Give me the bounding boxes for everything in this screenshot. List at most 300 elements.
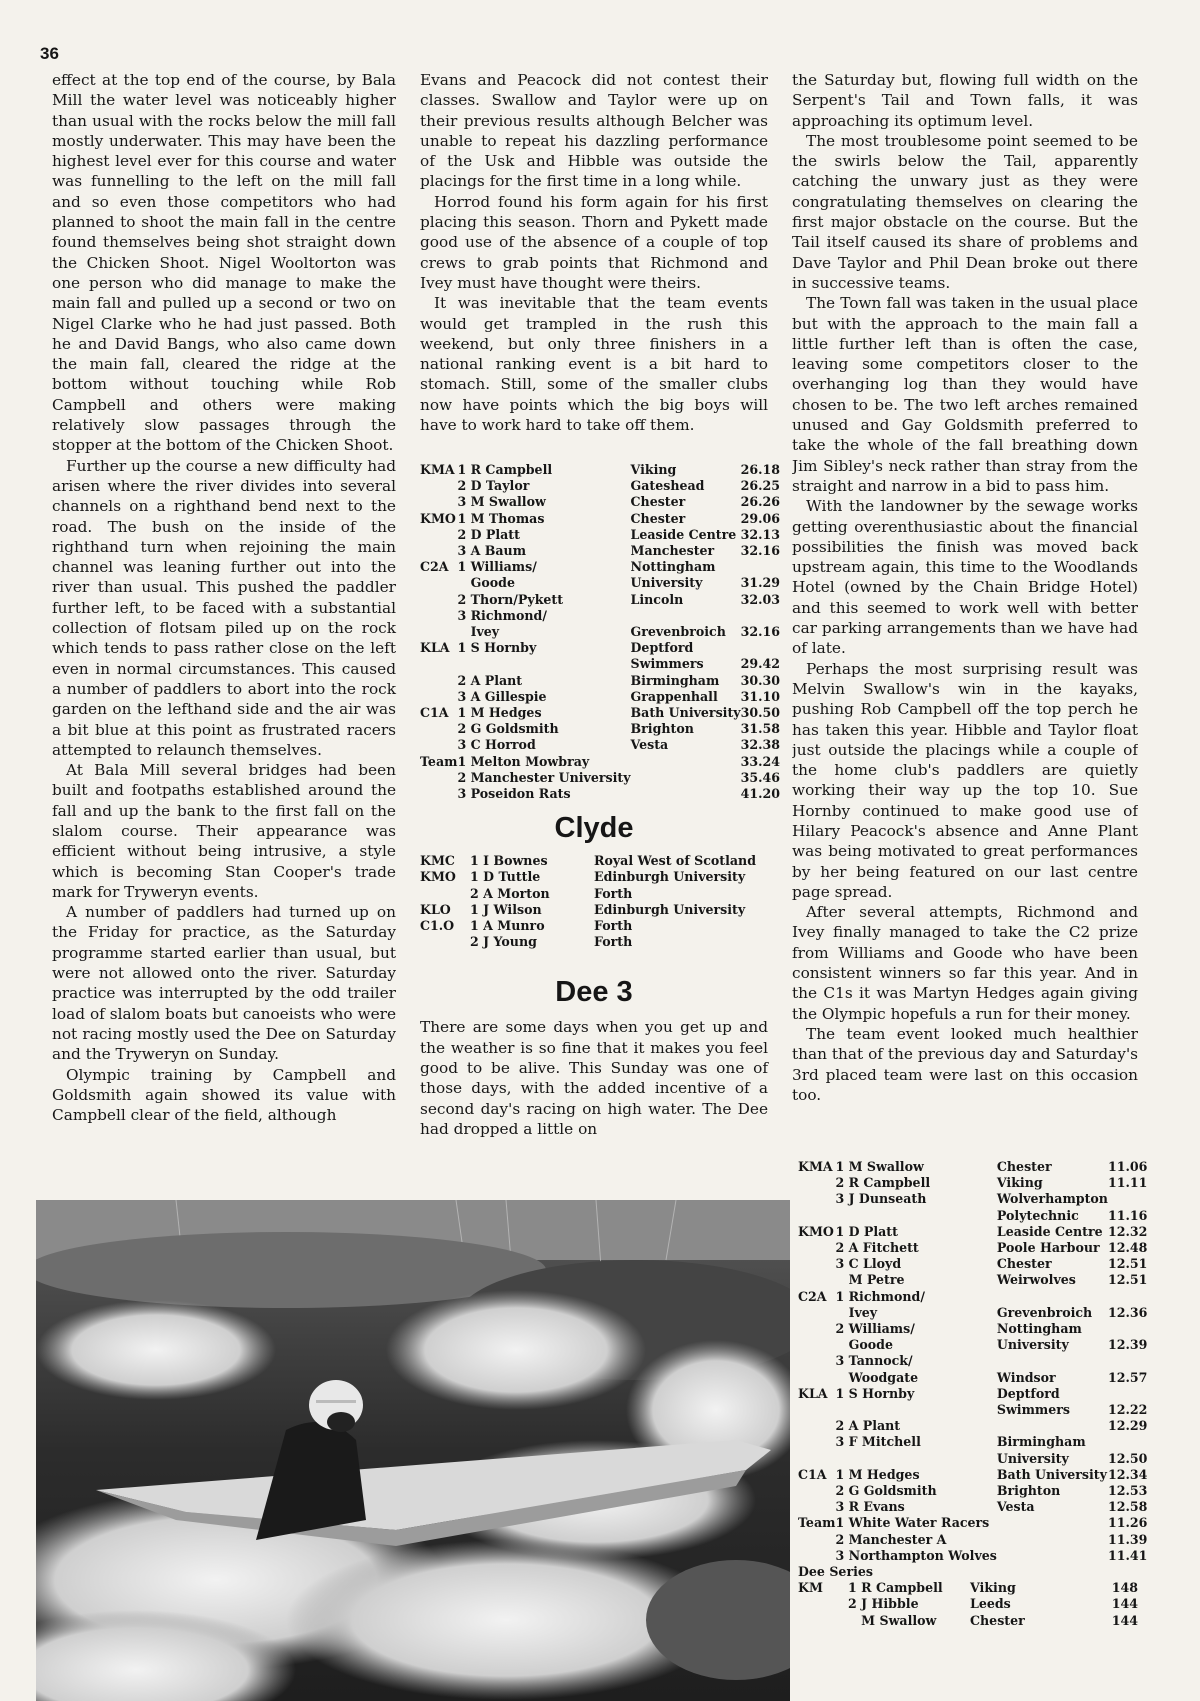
event-class (420, 494, 457, 510)
result-row (798, 1305, 1147, 1321)
event-class (420, 575, 457, 591)
club: University (630, 575, 703, 591)
event-class (798, 1240, 835, 1256)
result-row (798, 1208, 1147, 1224)
competitor: 3 A Baum (457, 543, 527, 559)
result-row (420, 737, 780, 753)
time: 32.16 (740, 624, 781, 640)
competitor: 2 A Plant (835, 1418, 901, 1434)
competitor: 1 M Hedges (457, 705, 542, 721)
col3-paragraph: The team event looked much healthier than that of the previous day and Saturday's 3rd placed team were last on this occasion too. (792, 1024, 1138, 1104)
competitor: 1 Richmond/ (835, 1288, 925, 1304)
event-class: KMA (798, 1159, 833, 1174)
event-class (420, 721, 457, 737)
club: Chester (996, 1256, 1052, 1272)
bala-results-table (420, 462, 780, 802)
time (741, 559, 780, 575)
time: 26.26 (740, 494, 781, 510)
col1-paragraph: Further up the course a new difficulty had arisen where the river divides into several channels on a righthand bend next to the road. The bush on the inside of the righthand turn when rejoining the main channel was leaning further out into the river than usual. This pushed the paddler further left, to be faced with a substantial collection of flotsam piled up on the rock which tends to pass rather close on the left even in normal circumstances. This caused a number of paddlers to abort into the rock garden on the lefthand side and the air was a bit blue at this point as frustrated racers attempted to relaunch themselves. (52, 456, 396, 759)
result-row (420, 918, 768, 934)
club: Edinburgh University (594, 901, 746, 917)
result-row (798, 1289, 1147, 1305)
dee3-results-table (798, 1159, 1147, 1564)
competitor: 3 C Horrod (457, 737, 536, 753)
club (631, 754, 741, 770)
club: Royal West of Scotland (594, 853, 757, 869)
event-class (420, 689, 457, 705)
event-class (420, 624, 457, 640)
competitor: 3 F Mitchell (835, 1434, 921, 1450)
competitor (835, 1208, 996, 1224)
club: Viking (630, 462, 677, 477)
club: University (996, 1337, 1069, 1353)
result-row (798, 1418, 1147, 1434)
event-class (798, 1613, 848, 1629)
col2-paragraph: It was inevitable that the team events would get trampled in the rush this weekend, but only three finishers in a national ranking event is a bit hard to stomach. Still, some of the smaller clubs now have points which the big boys will have to work hard to take off them. (420, 294, 768, 435)
event-class: KLA (798, 1385, 828, 1401)
result-row (420, 705, 780, 721)
competitor: 3 Tannock/ (835, 1353, 913, 1369)
competitor: 1 A Munro (470, 918, 545, 934)
competitor: 1 D Platt (835, 1223, 898, 1239)
event-class: C1A (798, 1466, 827, 1482)
club: Grevenbroich (996, 1304, 1093, 1320)
competitor (835, 1402, 996, 1418)
club: Bath University (630, 705, 741, 721)
result-row (798, 1353, 1147, 1369)
dee3-results (798, 1155, 1148, 1629)
competitor: 1 R Campbell (848, 1580, 943, 1596)
time: 12.57 (1107, 1369, 1148, 1385)
competitor: 1 White Water Racers (835, 1515, 990, 1531)
result-row (420, 853, 768, 869)
event-class (798, 1532, 835, 1548)
time (1108, 1191, 1147, 1207)
time (1108, 1321, 1147, 1337)
time: 11.11 (1107, 1175, 1148, 1191)
event-class (798, 1321, 835, 1337)
result-row (798, 1321, 1147, 1337)
club: Brighton (630, 721, 694, 737)
time: 12.22 (1107, 1402, 1148, 1418)
club (997, 1289, 1108, 1305)
time: 12.53 (1107, 1483, 1148, 1499)
time: 11.41 (1107, 1547, 1148, 1563)
col1-paragraph: At Bala Mill several bridges had been built and footpaths established around the fall and up the bank to the first fall on the slalom course. Their appearance was efficient without being intrusive, a style which is becoming Stan Cooper's trade mark for Tryweryn events. (52, 761, 396, 901)
time: 31.58 (740, 721, 781, 737)
time (741, 608, 780, 624)
result-row (798, 1159, 1147, 1175)
time: 41.20 (740, 786, 781, 802)
time (1108, 1386, 1147, 1402)
event-class (798, 1272, 835, 1288)
club: Grevenbroich (630, 624, 726, 640)
time: 26.18 (740, 462, 781, 477)
event-class (798, 1208, 835, 1224)
competitor: 3 C Lloyd (835, 1256, 902, 1272)
result-row (420, 786, 780, 802)
time: 29.06 (740, 510, 781, 526)
club (997, 1532, 1108, 1548)
event-class (420, 592, 457, 608)
competitor: 2 R Campbell (835, 1175, 931, 1191)
competitor: 1 M Thomas (457, 510, 545, 526)
event-class (798, 1370, 835, 1386)
club: Birmingham (996, 1434, 1086, 1450)
competitor: Goode (835, 1337, 893, 1353)
club: Brighton (996, 1483, 1061, 1499)
competitor: 2 A Fitchett (835, 1240, 919, 1256)
club: Swimmers (630, 656, 704, 672)
dee3-heading: Dee 3 (555, 976, 633, 1009)
club (997, 1515, 1108, 1531)
event-class (420, 608, 457, 624)
club: Birmingham (630, 672, 720, 688)
competitor: M Petre (835, 1272, 905, 1288)
club: Leeds (970, 1596, 1011, 1612)
club: Manchester (630, 543, 715, 559)
club: Swimmers (996, 1402, 1070, 1418)
competitor: 2 Manchester A (835, 1531, 947, 1547)
event-class (420, 478, 457, 494)
time: 32.13 (740, 526, 781, 542)
result-row (420, 902, 768, 918)
time: 32.16 (740, 543, 781, 559)
competitor: 3 Northampton Wolves (835, 1547, 997, 1563)
club: Edinburgh University (594, 869, 746, 885)
time (1108, 1434, 1147, 1450)
result-row (798, 1467, 1147, 1483)
col3-paragraph: Perhaps the most surprising result was Melvin Swallow's win in the kayaks, pushing Rob Campbell off the top perch he has taken this year. Hibble and Taylor float just outside the placings while a couple of the home club's paddlers are quietly working their way up the top 10. Sue Hornby continued to make good use of Hilary Peacock's absence and Anne Plant was being motivated to great performances by her being featured on our last centre page spread. (792, 659, 1138, 901)
competitor: Ivey (457, 624, 500, 640)
event-class (798, 1451, 835, 1467)
result-row (420, 511, 780, 527)
result-row (798, 1580, 1138, 1596)
event-class: C2A (420, 559, 449, 575)
event-class (798, 1596, 848, 1612)
article-column-2-text (420, 70, 768, 458)
clyde-results-table (420, 853, 768, 950)
competitor: 2 J Young (470, 934, 537, 950)
time: 32.03 (740, 591, 781, 607)
time: 12.50 (1107, 1450, 1148, 1466)
competitor: 1 Melton Mowbray (457, 753, 590, 769)
club (997, 1418, 1108, 1434)
time: 12.32 (1107, 1223, 1148, 1239)
result-row (798, 1402, 1147, 1418)
competitor: 1 R Campbell (457, 462, 553, 477)
result-row (420, 754, 780, 770)
result-row (420, 770, 780, 786)
time: 148 (1111, 1580, 1138, 1596)
col3-paragraph: The Town fall was taken in the usual place but with the approach to the main fall a little further left than is often the case, leaving some competitors closer to the overhanging log than they would have chosen to be. The two left arches remained unused and Gay Goldsmith preferred to take the whole of the fall breathing down Jim Sibley's neck rather than stray from the straight and narrow in a bid to pass him. (792, 294, 1138, 495)
event-class: KMO (420, 510, 456, 526)
event-class: Team (798, 1515, 836, 1531)
club: Vesta (630, 737, 669, 753)
article-column-3 (792, 70, 1138, 1144)
event-class (798, 1353, 835, 1369)
time: 26.25 (740, 478, 781, 494)
event-class: Team (420, 753, 458, 769)
result-row (420, 656, 780, 672)
club: Windsor (996, 1369, 1056, 1385)
club: Polytechnic (996, 1207, 1079, 1223)
result-row (798, 1499, 1147, 1515)
kayak-photo-illustration (36, 1200, 790, 1701)
event-class (420, 770, 457, 786)
event-class (798, 1191, 835, 1207)
event-class (798, 1418, 835, 1434)
event-class: KLO (420, 901, 451, 917)
dee3-intro-text: There are some days when you get up and the weather is so fine that it makes you feel good to be alive. This Sunday was one of those days, with the added incentive of a second day's racing on high water. The Dee had dropped a little on (420, 1018, 768, 1138)
club: Chester (996, 1159, 1052, 1174)
event-class (798, 1548, 835, 1564)
competitor: 2 A Plant (457, 672, 523, 688)
event-class: C1.O (420, 918, 455, 934)
competitor: 1 J Wilson (470, 901, 542, 917)
club: Chester (630, 510, 686, 526)
club: Wolverhampton (996, 1191, 1108, 1207)
time (741, 640, 780, 656)
club: Vesta (996, 1499, 1035, 1515)
event-class: C1A (420, 705, 449, 721)
competitor: 3 J Dunseath (835, 1191, 927, 1207)
result-row (798, 1434, 1147, 1450)
event-class: KM (798, 1580, 823, 1596)
time: 11.39 (1107, 1531, 1148, 1547)
result-row (798, 1370, 1147, 1386)
result-row (798, 1272, 1147, 1288)
event-class (420, 786, 457, 802)
competitor: 2 Thorn/Pykett (457, 591, 564, 607)
competitor: 1 S Hornby (835, 1385, 915, 1401)
result-row (420, 869, 768, 885)
result-row (420, 543, 780, 559)
time: 12.48 (1107, 1240, 1148, 1256)
club: Grappenhall (630, 688, 718, 704)
club: Chester (970, 1612, 1025, 1628)
time (1108, 1289, 1147, 1305)
result-row (798, 1386, 1147, 1402)
time: 11.16 (1107, 1207, 1148, 1223)
club: Forth (594, 918, 633, 934)
result-row (420, 673, 780, 689)
club (997, 1548, 1108, 1564)
result-row (420, 624, 780, 640)
col3-paragraph: the Saturday but, flowing full width on the Serpent's Tail and Town falls, it was approaching its optimum level. (792, 71, 1138, 130)
result-row (798, 1191, 1147, 1207)
time: 144 (1111, 1612, 1138, 1628)
competitor: Ivey (835, 1304, 878, 1320)
competitor: 1 I Bownes (470, 853, 548, 869)
club (997, 1353, 1108, 1369)
competitor: 3 M Swallow (457, 494, 546, 510)
result-row (798, 1548, 1147, 1564)
dee-series-table (798, 1580, 1138, 1629)
competitor: M Swallow (848, 1612, 937, 1628)
col1-paragraph: effect at the top end of the course, by Bala Mill the water level was noticeably higher than usual with the rocks below the mill fall mostly underwater. This may have been the highest level ever for this course and water was funnelling to the left on the mill fall and so even those competitors who had planned to shoot the main fall in the centre found themselves being shot straight down the Chicken Shoot. Nigel Wooltorton was one person who did manage to make the main fall and pulled up a second or two on Nigel Clarke who he had just passed. Both he and David Bangs, who also came down the main fall, cleared the ridge at the bottom without touching while Rob Campbell and others were making relatively slow passages through the stopper at the bottom of the Chicken Shoot. (52, 71, 396, 455)
time: 30.30 (740, 672, 781, 688)
event-class (420, 886, 470, 902)
competitor: 1 Williams/ (457, 559, 537, 575)
event-class (798, 1175, 835, 1191)
club: University (996, 1450, 1069, 1466)
time: 12.34 (1107, 1466, 1148, 1482)
result-row (420, 886, 768, 902)
event-class (798, 1256, 835, 1272)
time (1108, 1353, 1147, 1369)
competitor: 2 G Goldsmith (835, 1483, 937, 1499)
time: 12.39 (1107, 1337, 1148, 1353)
club: Nottingham (996, 1321, 1082, 1337)
col2-paragraph: Evans and Peacock did not contest their classes. Swallow and Taylor were up on their previous results although Belcher was unable to repeat his dazzling performance of the Usk and Hibble was outside the placings for the first time in a long while. (420, 71, 768, 191)
time: 35.46 (740, 769, 781, 785)
time: 12.51 (1107, 1272, 1148, 1288)
event-class (420, 673, 457, 689)
club: Viking (996, 1175, 1043, 1191)
result-row (798, 1337, 1147, 1353)
time: 32.38 (740, 737, 781, 753)
competitor: 3 Poseidon Rats (457, 786, 571, 802)
event-class (798, 1402, 835, 1418)
dee-series-label: Dee Series (798, 1564, 873, 1580)
article-column-1 (52, 70, 396, 1125)
time: 12.58 (1107, 1499, 1148, 1515)
event-class (798, 1499, 835, 1515)
club: Lincoln (630, 591, 684, 607)
col1-paragraph: Olympic training by Campbell and Goldsmith again showed its value with Campbell clear of the field, although (52, 1065, 396, 1125)
club: Poole Harbour (996, 1240, 1100, 1256)
competitor: Woodgate (835, 1369, 919, 1385)
competitor: 2 Williams/ (835, 1321, 915, 1337)
result-row (420, 608, 780, 624)
result-row (798, 1483, 1147, 1499)
event-class: KMA (420, 462, 455, 477)
result-row (420, 592, 780, 608)
club: Leaside Centre (630, 526, 737, 542)
result-row (420, 478, 780, 494)
result-row (798, 1532, 1147, 1548)
time: 144 (1111, 1596, 1138, 1612)
competitor: 2 D Platt (457, 526, 520, 542)
event-class: KMC (420, 853, 455, 869)
event-class (798, 1434, 835, 1450)
club: Nottingham (630, 559, 716, 575)
event-class (798, 1337, 835, 1353)
competitor: 2 G Goldsmith (457, 721, 559, 737)
event-class: KMO (420, 869, 456, 885)
result-row (798, 1240, 1147, 1256)
event-class: C2A (798, 1288, 827, 1304)
competitor: Goode (457, 575, 515, 591)
result-row (420, 934, 768, 950)
event-class (420, 543, 457, 559)
event-class (420, 527, 457, 543)
kayak-photo (36, 1200, 790, 1701)
club: Forth (594, 934, 633, 950)
article-column-3-text (792, 70, 1138, 1144)
time: 30.50 (740, 705, 781, 721)
competitor: 1 D Tuttle (470, 869, 541, 885)
result-row (420, 494, 780, 510)
result-row (798, 1515, 1147, 1531)
result-row (420, 575, 780, 591)
competitor: 3 A Gillespie (457, 688, 547, 704)
result-row (798, 1224, 1147, 1240)
time: 11.26 (1107, 1515, 1148, 1531)
competitor: 2 J Hibble (848, 1596, 919, 1612)
event-class: KLA (420, 640, 450, 656)
result-row (798, 1451, 1147, 1467)
competitor: 1 S Hornby (457, 640, 537, 656)
time: 29.42 (740, 656, 781, 672)
event-class (798, 1305, 835, 1321)
club: Leaside Centre (996, 1223, 1103, 1239)
col1-paragraph: A number of paddlers had turned up on the Friday for practice, as the Saturday programme started earlier than usual, but were not allowed onto the river. Saturday practice was interrupted by the odd trailer load of slalom boats but canoeists who were not racing mostly used the Dee on Saturday and the Tryweryn on Sunday. (52, 903, 396, 1064)
club (631, 608, 741, 624)
competitor: 2 A Morton (470, 885, 550, 901)
event-class (420, 737, 457, 753)
result-row (798, 1596, 1138, 1612)
result-row (420, 689, 780, 705)
time: 31.29 (740, 575, 781, 591)
time: 12.36 (1107, 1304, 1148, 1320)
result-row (798, 1256, 1147, 1272)
time: 11.06 (1107, 1159, 1148, 1174)
competitor: 3 R Evans (835, 1499, 905, 1515)
event-class (420, 656, 457, 672)
col2-paragraph: Horrod found his form again for his first placing this season. Thorn and Pykett made good use of the absence of a couple of top crews to grab points that Richmond and Ivey must have thought were theirs. (420, 192, 768, 292)
club: Weirwolves (996, 1272, 1076, 1288)
club: Deptford (630, 640, 694, 656)
time: 12.51 (1107, 1256, 1148, 1272)
club: Bath University (996, 1466, 1107, 1482)
result-row (798, 1613, 1138, 1629)
event-class (798, 1483, 835, 1499)
col3-paragraph: After several attempts, Richmond and Ivey finally managed to take the C2 prize from Williams and Goode who have been consistent winners so far this year. And in the C1s it was Martyn Hedges again giving the Olympic hopefuls a run for their money. (792, 903, 1138, 1023)
competitor: 1 M Hedges (835, 1466, 920, 1482)
club: Viking (970, 1580, 1016, 1596)
club: Gateshead (630, 478, 705, 494)
competitor (835, 1451, 996, 1467)
result-row (420, 462, 780, 478)
result-row (420, 527, 780, 543)
article-column-2 (420, 70, 781, 1139)
time: 12.29 (1107, 1418, 1148, 1434)
competitor: 1 M Swallow (835, 1159, 924, 1174)
col3-paragraph: The most troublesome point seemed to be the swirls below the Tail, apparently catching the unwary just as they were congratulating themselves on clearing the first major obstacle on the course. But the Tail itself caused its share of problems and Dave Taylor and Phil Dean broke out there in successive teams. (792, 131, 1138, 292)
club: Forth (594, 885, 633, 901)
time: 31.10 (740, 688, 781, 704)
club (631, 770, 741, 786)
club: Chester (630, 494, 686, 510)
page-number: 36 (40, 44, 59, 63)
result-row (798, 1175, 1147, 1191)
competitor (457, 656, 630, 672)
competitor: 2 Manchester University (457, 769, 631, 785)
event-class: KMO (798, 1223, 834, 1239)
result-row (420, 721, 780, 737)
competitor: 2 D Taylor (457, 478, 530, 494)
clyde-heading: Clyde (554, 812, 634, 845)
time: 33.24 (740, 753, 781, 769)
competitor: 3 Richmond/ (457, 607, 547, 623)
club (631, 786, 741, 802)
result-row (420, 559, 780, 575)
event-class (420, 934, 470, 950)
club: Deptford (996, 1385, 1060, 1401)
result-row (420, 640, 780, 656)
